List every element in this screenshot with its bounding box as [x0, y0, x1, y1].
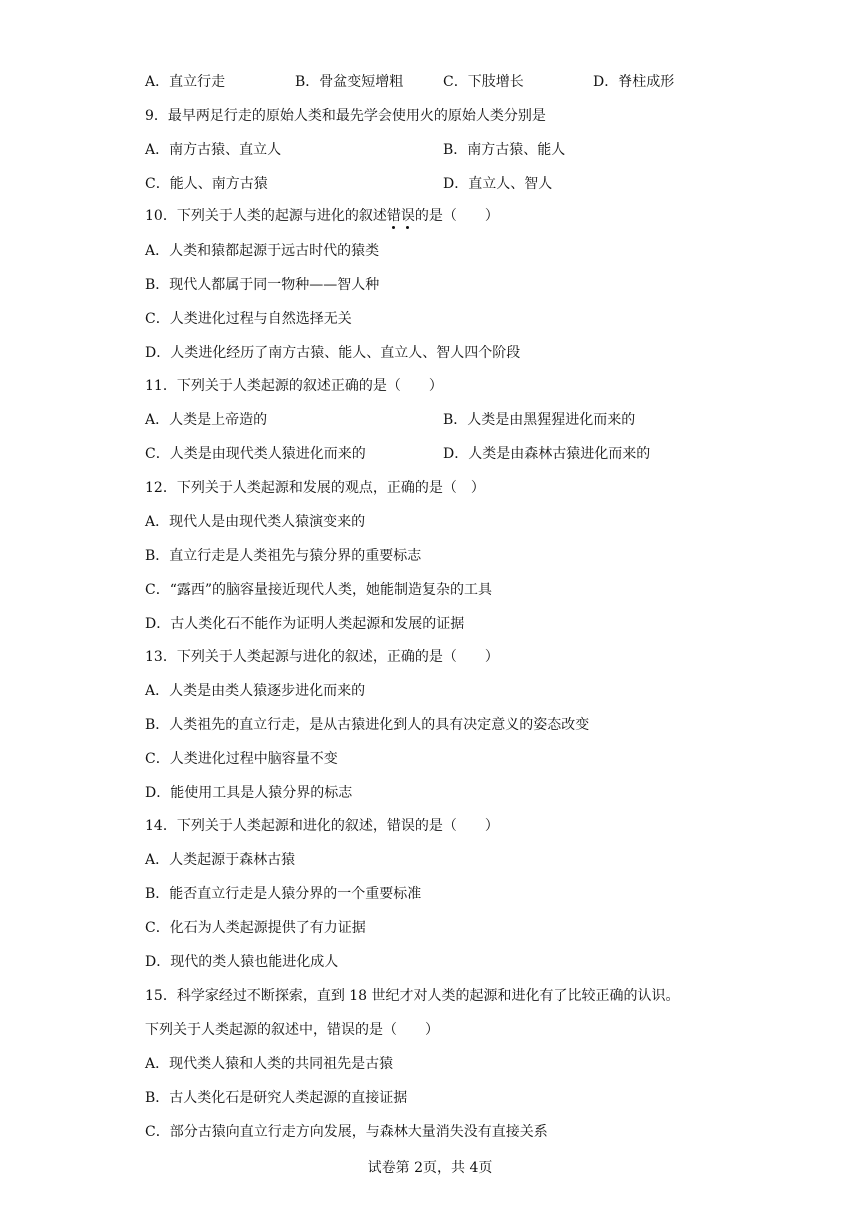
q10-emphasis-text: 错误 [386, 208, 415, 224]
q11-option-a: A．人类是上帝造的 [145, 412, 268, 428]
q14-option-a: A．人类起源于森林古猿 [145, 852, 296, 868]
q14-option-b: B．能否直立行走是人猿分界的一个重要标准 [145, 886, 422, 902]
q12-option-c: C．“露西”的脑容量接近现代人类，她能制造复杂的工具 [145, 582, 493, 598]
q10-stem-before: 10．下列关于人类的起源与进化的叙述 [145, 208, 387, 224]
q15-stem-line-2: 下列关于人类起源的叙述中，错误的是（ ） [145, 1022, 439, 1038]
q12-stem: 12．下列关于人类起源和发展的观点，正确的是（ ） [145, 480, 485, 496]
page-footer: 试卷第 2页，共 4页 [367, 1160, 493, 1176]
q8-option-a: A．直立行走 [145, 74, 226, 90]
q13-option-d: D．能使用工具是人猿分界的标志 [145, 785, 353, 801]
q13-option-b: B．人类祖先的直立行走，是从古猿进化到人的具有决定意义的姿态改变 [145, 717, 590, 733]
emphasis-dots [387, 226, 415, 230]
q9-option-b: B．南方古猿、能人 [443, 142, 566, 158]
q10-option-a: A．人类和猿都起源于远古时代的猿类 [145, 243, 380, 259]
q13-stem: 13．下列关于人类起源与进化的叙述，正确的是（ ） [145, 649, 499, 665]
q8-option-b: B．骨盆变短增粗 [295, 74, 404, 90]
q12-option-d: D．古人类化石不能作为证明人类起源和发展的证据 [145, 616, 465, 632]
q10-stem-emphasis [387, 208, 415, 224]
q10-option-b: B．现代人都属于同一物种——智人种 [145, 277, 380, 293]
q11-option-c: C．人类是由现代类人猿进化而来的 [145, 446, 366, 462]
q14-stem: 14．下列关于人类起源和进化的叙述，错误的是（ ） [145, 818, 499, 834]
q10-stem-after: 的是（ ） [414, 208, 499, 224]
q9-option-c: C．能人、南方古猿 [145, 176, 268, 192]
q9-option-d: D．直立人、智人 [443, 176, 553, 192]
q15-option-c: C．部分古猿向直立行走方向发展，与森林大量消失没有直接关系 [145, 1124, 548, 1140]
q11-option-b: B．人类是由黑猩猩进化而来的 [443, 412, 636, 428]
q14-option-d: D．现代的类人猿也能进化成人 [145, 954, 339, 970]
q10-stem [145, 206, 499, 226]
q8-option-c: C．下肢增长 [443, 74, 524, 90]
q8-option-d: D．脊柱成形 [593, 74, 675, 90]
q14-option-c: C．化石为人类起源提供了有力证据 [145, 920, 366, 936]
q13-option-a: A．人类是由类人猿逐步进化而来的 [145, 683, 366, 699]
q15-option-a: A．现代类人猿和人类的共同祖先是古猿 [145, 1056, 394, 1072]
q9-option-a: A．南方古猿、直立人 [145, 142, 282, 158]
q13-option-c: C．人类进化过程中脑容量不变 [145, 751, 338, 767]
q9-stem: 9．最早两足行走的原始人类和最先学会使用火的原始人类分别是 [145, 108, 546, 124]
q12-option-b: B．直立行走是人类祖先与猿分界的重要标志 [145, 548, 422, 564]
q11-option-d: D．人类是由森林古猿进化而来的 [443, 446, 651, 462]
q12-option-a: A．现代人是由现代类人猿演变来的 [145, 514, 366, 530]
q10-option-d: D．人类进化经历了南方古猿、能人、直立人、智人四个阶段 [145, 345, 521, 361]
q10-option-c: C．人类进化过程与自然选择无关 [145, 311, 352, 327]
q15-option-b: B．古人类化石是研究人类起源的直接证据 [145, 1090, 408, 1106]
q11-stem: 11．下列关于人类起源的叙述正确的是（ ） [145, 378, 443, 394]
q15-stem-line-1: 15．科学家经过不断探索，直到 18 世纪才对人类的起源和进化有了比较正确的认识。 [145, 988, 680, 1004]
